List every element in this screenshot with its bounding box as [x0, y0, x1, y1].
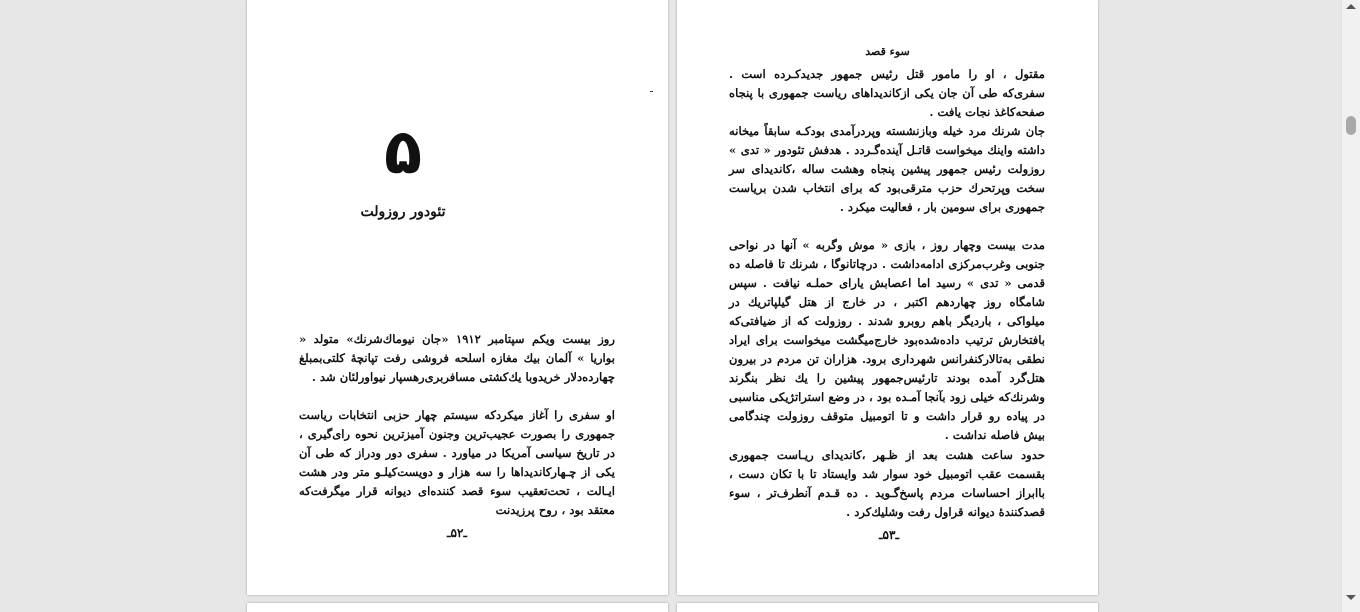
next-page-right	[677, 603, 1098, 612]
scroll-down-arrow-icon[interactable]	[1346, 595, 1356, 600]
chapter-title: تئودور روزولت	[360, 204, 446, 220]
paragraph: جان شرنك مرد خیله وبازنشسته وپردرآمدی بودکـه سابقاً میخانه داشته واینك میخواست قاتـل آینده‌گـردد . هدفش تئودور « تدی » روزولت رئیس جمهور پیشین پنجاه وهشت ساله ،کاندیدای سر سخت وپرتحرك حزب مترقی‌بود که برای انتخاب شدن بریاست جمهوری برای سومین بار ، فعالیت میکرد .	[729, 124, 1045, 214]
page-number: ـ۵۳ـ	[879, 528, 899, 542]
page-52	[247, 0, 668, 595]
scroll-up-arrow-icon[interactable]	[1346, 4, 1356, 9]
page-53	[677, 0, 1098, 595]
paragraph: حدود ساعت هشت بعد از ظـهر ،کاندیدای ریـاست جمهوری بقسمت عقب اتومبیل خود سوار شد وایستاد تا با تکان دست ، باابراز احساسات مردم پاسخ‌گـوید . ده قـدم آنطرف‌تر ، سوء قصدکنندهٔ دیوانه قراول رفت وشلیك‌کرد .	[729, 448, 1045, 519]
running-head: سوء قصد	[865, 45, 910, 58]
ornament-mark: ـ	[650, 84, 653, 95]
paragraph: مدت بیست وچهار روز ، بازی « موش وگربه » آنها در نواحی جنوبی وغرب‌مرکزی ادامه‌داشت . درچاتانوگا ، شرنك تا فاصله ده قدمی « تدی » رسید اما اعصابش یارای حملـه نیافت . سپس شامگاه روز چهاردهم اکتبر ، در خارج از هتل گیلپاتریك در میلواکی ، باردیگر باهم روبرو شدند . روزولت که از ضیافتی‌که بافتخارش ترتیب داده‌شده‌بود خارج‌میگشت میخواست برای ایراد نطقی به‌تالارکنفرانس شهرداری برود. هزاران تن مردم در بیرون هتل‌گرد آمده بودند تارئیس‌جمهور پیشین را یك نظر بنگرند وشرنك‌که خیلی زود بآنجا آمـده بود ، در وضع استراتژیکی مناسبی در پیاده رو قرار داشت و تا اتومبیل متوقف روزولت چندگامی بیش فاصله نداشت .	[729, 238, 1045, 442]
paragraph: او سفری را آغاز میکردکه سیستم چهار حزبی انتخابات ریاست جمهوری را بصورت عجیب‌ترین وجنون آمیزترین نحوه رای‌گیری ، در تاریخ سیاسی آمریکا در میاورد . سفری دور ودراز که طی آن یکی از چـهارکاندیداها را سه هزار و دویست‌کیلـو متر ودر هشت ایـالت ، تحت‌تعقیب سوء قصد کننده‌ای دیوانه قرار میگرفت‌که معتقد بود ، روح پرزیدنت	[299, 408, 615, 517]
next-page-left	[247, 603, 668, 612]
chapter-number: ۵	[384, 115, 422, 188]
paragraph: روز بیست ویکم سپتامبر ۱۹۱۲ «جان نیوماك‌شرنك» متولد « بواریا » آلمان بیك مغازه اسلحه فروشی رفت تپانچهٔ کلتی‌بمبلغ چهارده‌دلار خریدوبا یك‌کشتی مسافربری‌رهسپار نیواورلئان شد .	[299, 332, 615, 384]
scrollbar-thumb[interactable]	[1346, 116, 1356, 135]
paragraph: مقتول ، او را مامور قتل رئیس جمهور جدیدکـرده است . سفری‌که طی آن جان یکی ازکاندیداهای ریاست جمهوری با پنجاه صفحه‌کاغذ نجات یافت .	[729, 67, 1045, 119]
page-number: ـ۵۲ـ	[447, 526, 467, 540]
vertical-scrollbar[interactable]	[1341, 0, 1360, 612]
